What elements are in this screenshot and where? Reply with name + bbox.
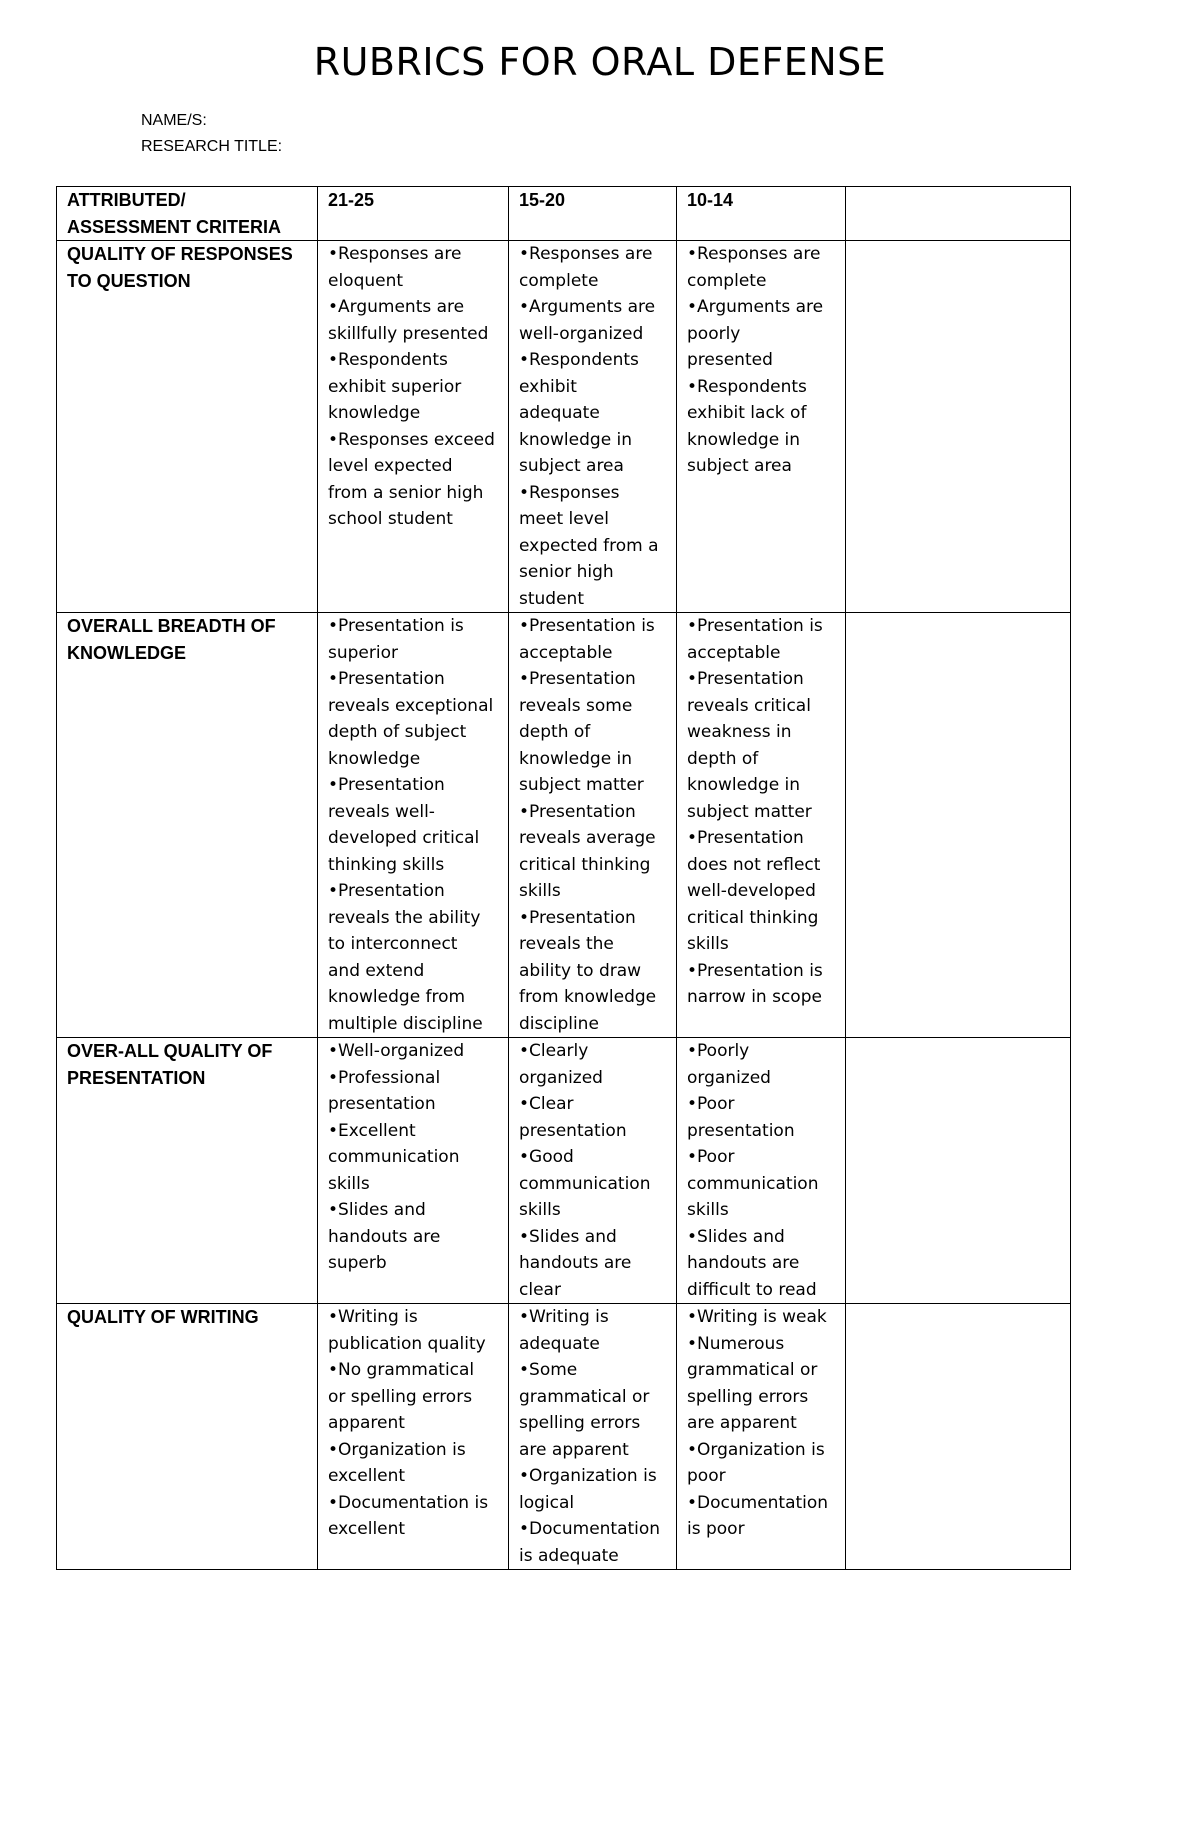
- descriptor-text: •Organization is: [328, 1439, 466, 1460]
- descriptor-text: •Poor: [687, 1147, 735, 1167]
- descriptor-text: grammatical or: [687, 1360, 818, 1380]
- descriptor-text: •Respondents: [328, 350, 448, 370]
- descriptor-text: •Presentation: [519, 669, 636, 689]
- descriptor-text: handouts are: [519, 1253, 632, 1273]
- criteria-text: KNOWLEDGE: [67, 642, 186, 663]
- criteria-text: QUALITY OF WRITING: [67, 1307, 259, 1327]
- descriptor-text: are apparent: [687, 1413, 797, 1433]
- descriptor-text: exhibit lack of: [687, 403, 807, 423]
- descriptor-text: is adequate: [519, 1545, 619, 1566]
- descriptor-text: skills: [519, 1200, 561, 1220]
- descriptor-text: from a senior high: [328, 482, 484, 503]
- descriptor-text: publication quality: [328, 1333, 486, 1354]
- descriptor-text: communication: [328, 1147, 460, 1167]
- descriptor-text: reveals the: [519, 934, 614, 954]
- descriptor-text: weakness in: [687, 722, 792, 742]
- descriptor-text: depth of subject: [328, 722, 467, 742]
- descriptor-text: acceptable: [519, 642, 613, 663]
- table-row: [57, 1038, 1071, 1304]
- criteria-text: TO QUESTION: [67, 270, 191, 291]
- criteria-cell: [57, 241, 318, 613]
- descriptor-text: poor: [687, 1466, 726, 1486]
- descriptor-text: •Documentation: [519, 1519, 661, 1539]
- descriptor-cell: [509, 1038, 677, 1304]
- descriptor-text: •Organization is: [519, 1466, 657, 1486]
- descriptor-cell: [509, 613, 677, 1038]
- descriptor-text: student: [519, 588, 584, 609]
- header-text: 15-20: [519, 190, 566, 210]
- descriptor-cell: [677, 613, 846, 1038]
- descriptor-text: •Presentation is: [687, 616, 823, 636]
- descriptor-text: •Arguments are: [687, 297, 824, 317]
- descriptor-text: developed critical: [328, 828, 480, 848]
- descriptor-text: •Responses are: [328, 244, 462, 264]
- descriptor-text: •Respondents: [687, 376, 807, 397]
- descriptor-text: critical thinking: [519, 854, 651, 875]
- descriptor-text: knowledge from: [328, 987, 466, 1007]
- descriptor-text: or spelling errors: [328, 1386, 473, 1407]
- descriptor-text: poorly: [687, 323, 741, 344]
- descriptor-cell: [318, 613, 509, 1038]
- descriptor-text: to interconnect: [328, 934, 458, 954]
- descriptor-text: reveals well-: [328, 801, 435, 822]
- descriptor-text: excellent: [328, 1466, 406, 1486]
- descriptor-text: •Presentation: [519, 801, 636, 822]
- descriptor-text: knowledge: [328, 403, 421, 423]
- descriptor-text: and extend: [328, 960, 425, 981]
- descriptor-cell: [677, 1304, 846, 1570]
- descriptor-text: adequate: [519, 403, 600, 423]
- descriptor-text: reveals average: [519, 828, 656, 848]
- descriptor-text: narrow in scope: [687, 987, 822, 1007]
- descriptor-text: •Responses are: [687, 244, 821, 264]
- descriptor-text: •Responses exceed: [328, 429, 495, 450]
- descriptor-text: •Presentation: [328, 775, 445, 795]
- descriptor-text: •Slides and: [687, 1226, 785, 1247]
- descriptor-text: adequate: [519, 1333, 600, 1354]
- descriptor-text: communication: [519, 1173, 651, 1194]
- descriptor-text: complete: [519, 270, 599, 291]
- descriptor-text: skills: [328, 1173, 370, 1194]
- table-row: [57, 241, 1071, 613]
- descriptor-text: senior high: [519, 562, 614, 582]
- descriptor-text: knowledge in: [687, 429, 801, 450]
- descriptor-text: •Professional: [328, 1067, 441, 1088]
- descriptor-text: knowledge in: [519, 748, 633, 769]
- descriptor-text: •Poor: [687, 1094, 735, 1114]
- descriptor-text: from knowledge: [519, 987, 657, 1007]
- descriptor-text: •Good: [519, 1147, 574, 1167]
- descriptor-cell: [677, 1038, 846, 1304]
- descriptor-text: •Presentation is: [519, 616, 655, 636]
- descriptor-text: •Documentation is: [328, 1492, 489, 1513]
- descriptor-text: •Presentation: [328, 669, 445, 689]
- table-row: [57, 613, 1071, 1038]
- descriptor-text: level expected: [328, 456, 453, 476]
- descriptor-text: difficult to read: [687, 1279, 817, 1300]
- descriptor-text: •Slides and: [519, 1226, 617, 1247]
- descriptor-text: superior: [328, 642, 398, 663]
- header-criteria: [57, 187, 318, 241]
- descriptor-text: organized: [687, 1067, 771, 1088]
- criteria-text: OVER-ALL QUALITY OF: [67, 1041, 273, 1061]
- criteria-cell: [57, 613, 318, 1038]
- descriptor-text: knowledge: [328, 748, 421, 769]
- descriptor-text: excellent: [328, 1519, 406, 1539]
- blank-cell: [846, 241, 1071, 613]
- descriptor-text: •Excellent: [328, 1120, 416, 1141]
- descriptor-text: •Arguments are: [328, 297, 465, 317]
- descriptor-text: handouts are: [328, 1226, 441, 1247]
- criteria-cell: [57, 1038, 318, 1304]
- descriptor-text: school student: [328, 509, 453, 529]
- descriptor-text: •Numerous: [687, 1333, 785, 1354]
- criteria-cell: [57, 1304, 318, 1570]
- descriptor-cell: [677, 241, 846, 613]
- descriptor-text: logical: [519, 1492, 575, 1513]
- descriptor-text: •Writing is: [328, 1307, 418, 1327]
- header-score-15-20: [509, 187, 677, 241]
- descriptor-text: spelling errors: [687, 1386, 809, 1407]
- descriptor-text: •Presentation is: [328, 616, 464, 636]
- header-row: [57, 187, 1071, 241]
- descriptor-text: thinking skills: [328, 854, 445, 875]
- descriptor-text: expected from a: [519, 535, 659, 556]
- descriptor-text: spelling errors: [519, 1413, 641, 1433]
- descriptor-text: reveals the ability: [328, 907, 481, 928]
- descriptor-text: depth of: [519, 722, 591, 742]
- descriptor-text: •Documentation: [687, 1492, 829, 1513]
- header-text: ASSESSMENT CRITERIA: [67, 216, 282, 237]
- descriptor-text: acceptable: [687, 642, 781, 663]
- header-text: 10-14: [687, 190, 734, 210]
- descriptor-text: •Slides and: [328, 1200, 426, 1220]
- descriptor-text: •Presentation: [328, 881, 445, 901]
- header-score-21-25: [318, 187, 509, 241]
- table-row: [57, 1304, 1071, 1570]
- descriptor-text: skills: [519, 881, 561, 901]
- descriptor-text: critical thinking: [687, 907, 819, 928]
- descriptor-text: •Presentation: [519, 907, 636, 928]
- descriptor-text: reveals exceptional: [328, 695, 494, 716]
- header-blank: [846, 187, 1071, 241]
- descriptor-text: •Poorly: [687, 1041, 750, 1061]
- descriptor-text: reveals critical: [687, 695, 811, 716]
- descriptor-text: well-developed: [687, 881, 816, 901]
- descriptor-text: are apparent: [519, 1439, 629, 1460]
- descriptor-text: •Organization is: [687, 1439, 825, 1460]
- descriptor-cell: [318, 1038, 509, 1304]
- criteria-text: OVERALL BREADTH OF: [67, 616, 276, 636]
- descriptor-text: •Respondents: [519, 350, 639, 370]
- criteria-text: PRESENTATION: [67, 1067, 206, 1088]
- descriptor-cell: [509, 1304, 677, 1570]
- descriptor-text: discipline: [519, 1013, 599, 1034]
- descriptor-text: presentation: [687, 1120, 795, 1141]
- descriptor-text: subject area: [519, 456, 624, 476]
- descriptor-text: skills: [687, 1200, 729, 1220]
- descriptor-text: •Arguments are: [519, 297, 656, 317]
- descriptor-text: depth of: [687, 748, 759, 769]
- descriptor-text: •Some: [519, 1360, 578, 1380]
- descriptor-text: complete: [687, 270, 767, 291]
- header-text: ATTRIBUTED/: [67, 190, 186, 210]
- rubric-table: [56, 186, 1071, 1570]
- document-title: RUBRICS FOR ORAL DEFENSE: [313, 40, 887, 84]
- descriptor-text: presentation: [519, 1120, 627, 1141]
- descriptor-text: is poor: [687, 1519, 745, 1539]
- descriptor-text: ability to draw: [519, 960, 642, 981]
- blank-cell: [846, 613, 1071, 1038]
- descriptor-text: •Presentation: [687, 669, 804, 689]
- descriptor-text: •Writing is weak: [687, 1307, 827, 1327]
- descriptor-text: superb: [328, 1253, 387, 1273]
- descriptor-text: multiple discipline: [328, 1013, 483, 1034]
- descriptor-text: •Clearly: [519, 1041, 589, 1061]
- descriptor-text: knowledge in: [687, 775, 801, 795]
- header-score-10-14: [677, 187, 846, 241]
- descriptor-text: skills: [687, 934, 729, 954]
- descriptor-text: •Presentation is: [687, 960, 823, 981]
- descriptor-text: •Responses: [519, 482, 620, 503]
- descriptor-text: •Writing is: [519, 1307, 609, 1327]
- descriptor-text: subject area: [687, 456, 792, 476]
- descriptor-text: •Presentation: [687, 828, 804, 848]
- blank-cell: [846, 1038, 1071, 1304]
- descriptor-text: subject matter: [687, 801, 812, 822]
- blank-cell: [846, 1304, 1071, 1570]
- descriptor-text: well-organized: [519, 323, 644, 344]
- descriptor-text: presentation: [328, 1094, 436, 1114]
- descriptor-text: does not reflect: [687, 854, 821, 875]
- descriptor-text: grammatical or: [519, 1386, 650, 1407]
- descriptor-text: eloquent: [328, 270, 404, 291]
- descriptor-text: subject matter: [519, 775, 644, 795]
- header-text: 21-25: [328, 190, 375, 210]
- descriptor-text: knowledge in: [519, 429, 633, 450]
- descriptor-cell: [318, 241, 509, 613]
- descriptor-text: clear: [519, 1279, 561, 1300]
- descriptor-cell: [509, 241, 677, 613]
- descriptor-text: organized: [519, 1067, 603, 1088]
- descriptor-text: communication: [687, 1173, 819, 1194]
- research-title-label: RESEARCH TITLE:: [141, 138, 283, 155]
- descriptor-text: handouts are: [687, 1253, 800, 1273]
- descriptor-text: exhibit superior: [328, 376, 462, 397]
- descriptor-text: meet level: [519, 509, 609, 529]
- descriptor-text: reveals some: [519, 695, 633, 716]
- criteria-text: QUALITY OF RESPONSES: [67, 244, 293, 264]
- descriptor-cell: [318, 1304, 509, 1570]
- descriptor-text: skillfully presented: [328, 323, 489, 344]
- descriptor-text: •Clear: [519, 1094, 574, 1114]
- descriptor-text: presented: [687, 350, 773, 370]
- descriptor-text: •Well-organized: [328, 1041, 465, 1061]
- descriptor-text: apparent: [328, 1413, 405, 1433]
- names-label: NAME/S:: [141, 112, 207, 129]
- descriptor-text: •Responses are: [519, 244, 653, 264]
- descriptor-text: exhibit: [519, 376, 577, 397]
- descriptor-text: •No grammatical: [328, 1360, 475, 1380]
